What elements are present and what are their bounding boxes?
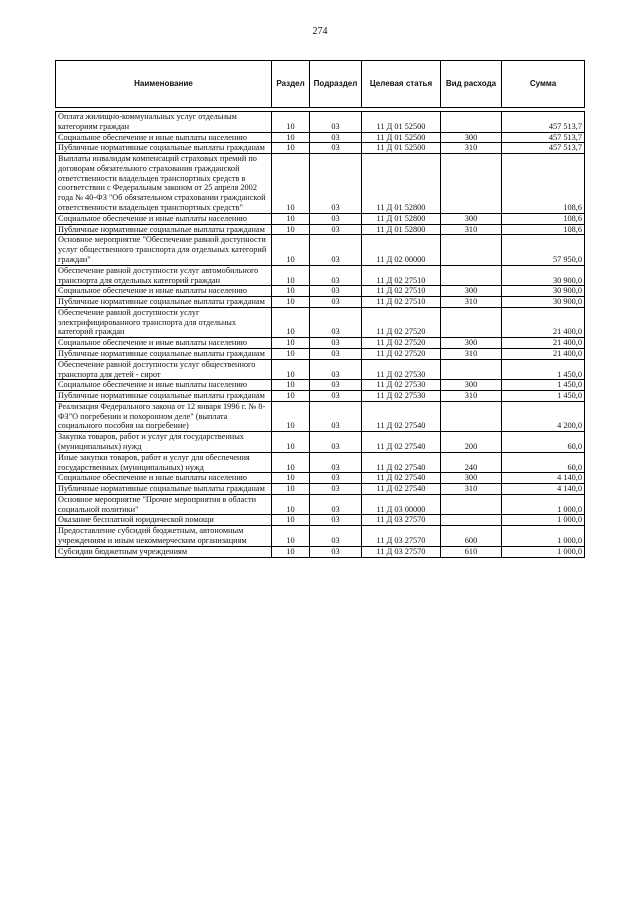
row-summa: 457 513,7: [502, 132, 585, 143]
row-podrazdel: 03: [310, 526, 362, 547]
table-row: [56, 265, 585, 286]
row-celevaya: 11 Д 01 52500: [362, 132, 441, 143]
row-summa: 4 140,0: [502, 473, 585, 484]
row-name: Социальное обеспечение и иные выплаты населению: [56, 213, 272, 224]
row-summa: 57 950,0: [502, 235, 585, 265]
row-celevaya: 11 Д 02 27540: [362, 401, 441, 431]
row-name: Основное мероприятие "Прочие мероприятия в области социальной политики": [56, 494, 272, 515]
row-summa: 60,0: [502, 432, 585, 453]
row-podrazdel: 03: [310, 391, 362, 402]
row-razdel: 10: [272, 494, 310, 515]
row-celevaya: 11 Д 02 27540: [362, 473, 441, 484]
table-row: [56, 380, 585, 391]
row-celevaya: 11 Д 02 27510: [362, 286, 441, 297]
row-celevaya: 11 Д 02 27520: [362, 338, 441, 349]
row-vid: 310: [441, 297, 502, 308]
table-row: [56, 224, 585, 235]
table-row: [56, 473, 585, 484]
row-name: Обеспечение равной доступности услуг общественного транспорта для детей - сирот: [56, 359, 272, 380]
row-name: Социальное обеспечение и иные выплаты населению: [56, 338, 272, 349]
row-celevaya: 11 Д 02 27540: [362, 452, 441, 473]
row-vid: [441, 494, 502, 515]
row-razdel: 10: [272, 297, 310, 308]
row-razdel: 10: [272, 132, 310, 143]
row-podrazdel: 03: [310, 359, 362, 380]
row-name: Закупка товаров, работ и услуг для государственных (муниципальных) нужд: [56, 432, 272, 453]
row-celevaya: 11 Д 01 52800: [362, 224, 441, 235]
row-celevaya: 11 Д 03 00000: [362, 494, 441, 515]
row-razdel: 10: [272, 391, 310, 402]
row-name: Обеспечение равной доступности услуг электрифицированного транспорта для отдельных категорий граждан: [56, 307, 272, 337]
row-celevaya: 11 Д 02 27530: [362, 391, 441, 402]
header-summa: Сумма: [502, 61, 585, 108]
row-summa: 60,0: [502, 452, 585, 473]
row-summa: 30 900,0: [502, 265, 585, 286]
table-row: [56, 235, 585, 265]
row-vid: 300: [441, 338, 502, 349]
row-name: Социальное обеспечение и иные выплаты населению: [56, 473, 272, 484]
row-celevaya: 11 Д 02 27510: [362, 265, 441, 286]
row-vid: 310: [441, 143, 502, 154]
row-name: Основное мероприятие "Обеспечение равной доступности услуг общественного транспорта для отдельных категорий граждан": [56, 235, 272, 265]
page-number: 274: [312, 26, 328, 37]
row-summa: 21 400,0: [502, 348, 585, 359]
row-vid: 310: [441, 348, 502, 359]
row-razdel: 10: [272, 224, 310, 235]
row-vid: 300: [441, 286, 502, 297]
row-summa: 108,6: [502, 213, 585, 224]
row-celevaya: 11 Д 03 27570: [362, 546, 441, 557]
table-header: [56, 61, 585, 112]
row-celevaya: 11 Д 02 27530: [362, 359, 441, 380]
row-vid: [441, 359, 502, 380]
row-podrazdel: 03: [310, 112, 362, 133]
row-summa: 30 900,0: [502, 286, 585, 297]
header-razdel: Раздел: [272, 61, 310, 108]
row-name: Оплата жилищно-коммунальных услуг отдельным категориям граждан: [56, 112, 272, 133]
table-row: [56, 391, 585, 402]
row-razdel: 10: [272, 401, 310, 431]
row-razdel: 10: [272, 515, 310, 526]
row-razdel: 10: [272, 143, 310, 154]
row-podrazdel: 03: [310, 484, 362, 495]
row-podrazdel: 03: [310, 143, 362, 154]
row-summa: 1 450,0: [502, 359, 585, 380]
table-row: [56, 401, 585, 431]
row-podrazdel: 03: [310, 132, 362, 143]
row-podrazdel: 03: [310, 154, 362, 214]
table-row: [56, 515, 585, 526]
table-row: [56, 132, 585, 143]
header-name: Наименование: [56, 61, 272, 108]
table-row: [56, 452, 585, 473]
row-razdel: 10: [272, 112, 310, 133]
row-summa: 30 900,0: [502, 297, 585, 308]
row-vid: 310: [441, 484, 502, 495]
table-row: [56, 297, 585, 308]
row-vid: 600: [441, 526, 502, 547]
row-razdel: 10: [272, 452, 310, 473]
row-podrazdel: 03: [310, 286, 362, 297]
row-name: Выплаты инвалидам компенсаций страховых премий по договорам обязательного страхования гражданской ответственности владельцев транспортных средств в соответствии с Федеральным законом от 25 апреля 2002 года № 40-ФЗ "Об обязательном страховании гражданской ответственности владельцев транспортных средств": [56, 154, 272, 214]
row-name: Субсидии бюджетным учреждениям: [56, 546, 272, 557]
row-summa: 21 400,0: [502, 338, 585, 349]
row-summa: 1 450,0: [502, 380, 585, 391]
row-name: Предоставление субсидий бюджетным, автономным учреждениям и иным некоммерческим организациям: [56, 526, 272, 547]
row-vid: 310: [441, 224, 502, 235]
row-name: Публичные нормативные социальные выплаты гражданам: [56, 143, 272, 154]
row-podrazdel: 03: [310, 546, 362, 557]
row-razdel: 10: [272, 546, 310, 557]
row-name: Обеспечение равной доступности услуг автомобильного транспорта для отдельных категорий граждан: [56, 265, 272, 286]
table-row: [56, 546, 585, 557]
table-row: [56, 213, 585, 224]
row-podrazdel: 03: [310, 515, 362, 526]
row-summa: 108,6: [502, 224, 585, 235]
row-podrazdel: 03: [310, 224, 362, 235]
row-podrazdel: 03: [310, 473, 362, 484]
row-razdel: 10: [272, 348, 310, 359]
row-name: Иные закупки товаров, работ и услуг для обеспечения государственных (муниципальных) нужд: [56, 452, 272, 473]
row-celevaya: 11 Д 02 27530: [362, 380, 441, 391]
row-podrazdel: 03: [310, 380, 362, 391]
row-razdel: 10: [272, 338, 310, 349]
header-vid: Вид расхода: [441, 61, 502, 108]
row-celevaya: 11 Д 02 27540: [362, 432, 441, 453]
row-summa: 21 400,0: [502, 307, 585, 337]
row-podrazdel: 03: [310, 235, 362, 265]
row-vid: 300: [441, 473, 502, 484]
row-celevaya: 11 Д 02 27540: [362, 484, 441, 495]
row-summa: 1 000,0: [502, 515, 585, 526]
row-razdel: 10: [272, 286, 310, 297]
row-celevaya: 11 Д 01 52500: [362, 112, 441, 133]
table-row: [56, 112, 585, 133]
row-vid: 240: [441, 452, 502, 473]
row-name: Публичные нормативные социальные выплаты гражданам: [56, 348, 272, 359]
row-summa: 1 000,0: [502, 494, 585, 515]
row-razdel: 10: [272, 307, 310, 337]
row-celevaya: 11 Д 02 27520: [362, 348, 441, 359]
row-razdel: 10: [272, 154, 310, 214]
row-celevaya: 11 Д 03 27570: [362, 515, 441, 526]
row-name: Оказание бесплатной юридической помощи: [56, 515, 272, 526]
table-row: [56, 526, 585, 547]
row-vid: [441, 112, 502, 133]
table-row: [56, 484, 585, 495]
row-name: Публичные нормативные социальные выплаты гражданам: [56, 484, 272, 495]
row-summa: 1 000,0: [502, 546, 585, 557]
row-name: Социальное обеспечение и иные выплаты населению: [56, 132, 272, 143]
table-row: [56, 286, 585, 297]
row-celevaya: 11 Д 02 27510: [362, 297, 441, 308]
table-row: [56, 494, 585, 515]
row-podrazdel: 03: [310, 348, 362, 359]
row-podrazdel: 03: [310, 297, 362, 308]
row-podrazdel: 03: [310, 338, 362, 349]
table-row: [56, 338, 585, 349]
row-vid: 300: [441, 132, 502, 143]
row-vid: 610: [441, 546, 502, 557]
row-podrazdel: 03: [310, 401, 362, 431]
row-celevaya: 11 Д 02 27520: [362, 307, 441, 337]
row-razdel: 10: [272, 359, 310, 380]
row-podrazdel: 03: [310, 307, 362, 337]
row-vid: [441, 515, 502, 526]
row-vid: [441, 265, 502, 286]
header-celevaya: Целевая статья: [362, 61, 441, 108]
row-summa: 457 513,7: [502, 143, 585, 154]
row-podrazdel: 03: [310, 265, 362, 286]
row-name: Социальное обеспечение и иные выплаты населению: [56, 286, 272, 297]
row-vid: 300: [441, 213, 502, 224]
row-vid: [441, 235, 502, 265]
row-podrazdel: 03: [310, 213, 362, 224]
row-name: Социальное обеспечение и иные выплаты населению: [56, 380, 272, 391]
row-celevaya: 11 Д 01 52800: [362, 154, 441, 214]
budget-table: [55, 60, 585, 558]
row-vid: [441, 307, 502, 337]
row-razdel: 10: [272, 484, 310, 495]
row-summa: 4 200,0: [502, 401, 585, 431]
row-celevaya: 11 Д 02 00000: [362, 235, 441, 265]
row-celevaya: 11 Д 03 27570: [362, 526, 441, 547]
row-celevaya: 11 Д 01 52500: [362, 143, 441, 154]
row-podrazdel: 03: [310, 494, 362, 515]
row-vid: 310: [441, 391, 502, 402]
table-body: [56, 112, 585, 558]
row-razdel: 10: [272, 265, 310, 286]
row-summa: 108,6: [502, 154, 585, 214]
row-name: Публичные нормативные социальные выплаты гражданам: [56, 224, 272, 235]
row-name: Публичные нормативные социальные выплаты гражданам: [56, 391, 272, 402]
row-vid: [441, 401, 502, 431]
row-razdel: 10: [272, 213, 310, 224]
row-podrazdel: 03: [310, 452, 362, 473]
row-summa: 457 513,7: [502, 112, 585, 133]
row-podrazdel: 03: [310, 432, 362, 453]
row-razdel: 10: [272, 473, 310, 484]
row-name: Публичные нормативные социальные выплаты гражданам: [56, 297, 272, 308]
row-vid: 200: [441, 432, 502, 453]
table-row: [56, 143, 585, 154]
row-razdel: 10: [272, 526, 310, 547]
row-summa: 1 450,0: [502, 391, 585, 402]
table-row: [56, 154, 585, 214]
header-podrazdel: Подраздел: [310, 61, 362, 108]
table-row: [56, 348, 585, 359]
row-celevaya: 11 Д 01 52800: [362, 213, 441, 224]
row-razdel: 10: [272, 235, 310, 265]
table-row: [56, 432, 585, 453]
row-razdel: 10: [272, 432, 310, 453]
row-summa: 4 140,0: [502, 484, 585, 495]
row-summa: 1 000,0: [502, 526, 585, 547]
row-name: Реализация Федерального закона от 12 января 1996 г. № 8-ФЗ"О погребении и похоронном деле" (выплата социального пособия на погребение): [56, 401, 272, 431]
row-vid: [441, 154, 502, 214]
table-row: [56, 359, 585, 380]
row-razdel: 10: [272, 380, 310, 391]
table-row: [56, 307, 585, 337]
row-vid: 300: [441, 380, 502, 391]
